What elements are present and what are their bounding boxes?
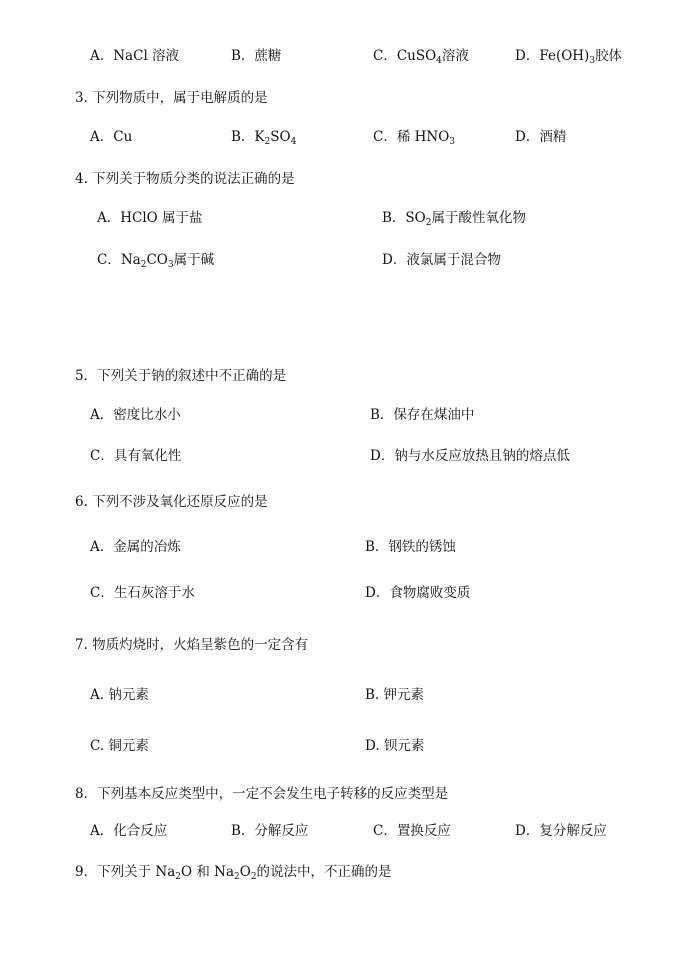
q3-option-b: B．$K_2SO_4$ xyxy=(231,129,297,147)
q6-option-c: C．生石灰溶于水 xyxy=(90,585,195,601)
q9-stem: 9．下列关于 $Na_2O$ 和 $Na_2O_2$的说法中，不正确的是 xyxy=(75,864,392,882)
q7-option-c: C. 铜元素 xyxy=(90,738,149,754)
q7-option-a: A. 钠元素 xyxy=(90,687,149,703)
q4-option-c: C．$Na_2CO_3$属于碱 xyxy=(97,252,215,270)
q3-stem: 3. 下列物质中，属于电解质的是 xyxy=(75,90,268,106)
q6-option-b: B．钢铁的锈蚀 xyxy=(365,539,456,555)
q2-option-d: D．$Fe(OH)_3$胶体 xyxy=(515,48,623,66)
q6-option-a: A．金属的冶炼 xyxy=(90,539,181,555)
q8-option-d: D．复分解反应 xyxy=(515,823,607,839)
q4-option-a: A．HClO 属于盐 xyxy=(97,210,203,226)
q7-option-d: D. 钡元素 xyxy=(365,738,425,754)
q8-option-a: A．化合反应 xyxy=(90,823,168,839)
q5-option-b: B．保存在煤油中 xyxy=(370,407,475,423)
q3-option-a: A．Cu xyxy=(90,129,133,145)
q4-stem: 4. 下列关于物质分类的说法正确的是 xyxy=(75,171,295,187)
q5-stem: 5．下列关于钠的叙述中不正确的是 xyxy=(75,368,287,384)
q3-option-c: C．稀 $HNO_3$ xyxy=(373,129,456,147)
q3-option-d: D．酒精 xyxy=(515,129,567,145)
q8-stem: 8．下列基本反应类型中，一定不会发生电子转移的反应类型是 xyxy=(75,786,449,802)
q5-option-a: A．密度比水小 xyxy=(90,407,181,423)
q2-option-b: B．蔗糖 xyxy=(231,48,282,64)
q8-option-b: B．分解反应 xyxy=(231,823,309,839)
q4-option-b: B．$SO_2$属于酸性氧化物 xyxy=(382,210,526,228)
q5-option-d: D．钠与水反应放热且钠的熔点低 xyxy=(370,448,570,464)
q8-option-c: C．置换反应 xyxy=(373,823,451,839)
q4-option-d: D．液氯属于混合物 xyxy=(382,252,501,268)
q7-stem: 7. 物质灼烧时，火焰呈紫色的一定含有 xyxy=(75,637,309,653)
q2-option-a: A．NaCl 溶液 xyxy=(90,48,180,64)
q6-option-d: D．食物腐败变质 xyxy=(365,585,471,601)
q7-option-b: B. 钾元素 xyxy=(365,687,425,703)
q5-option-c: C．具有氧化性 xyxy=(90,448,182,464)
q2-option-c: C．CuSO$_4$溶液 xyxy=(373,48,469,66)
q6-stem: 6. 下列不涉及氧化还原反应的是 xyxy=(75,494,268,510)
